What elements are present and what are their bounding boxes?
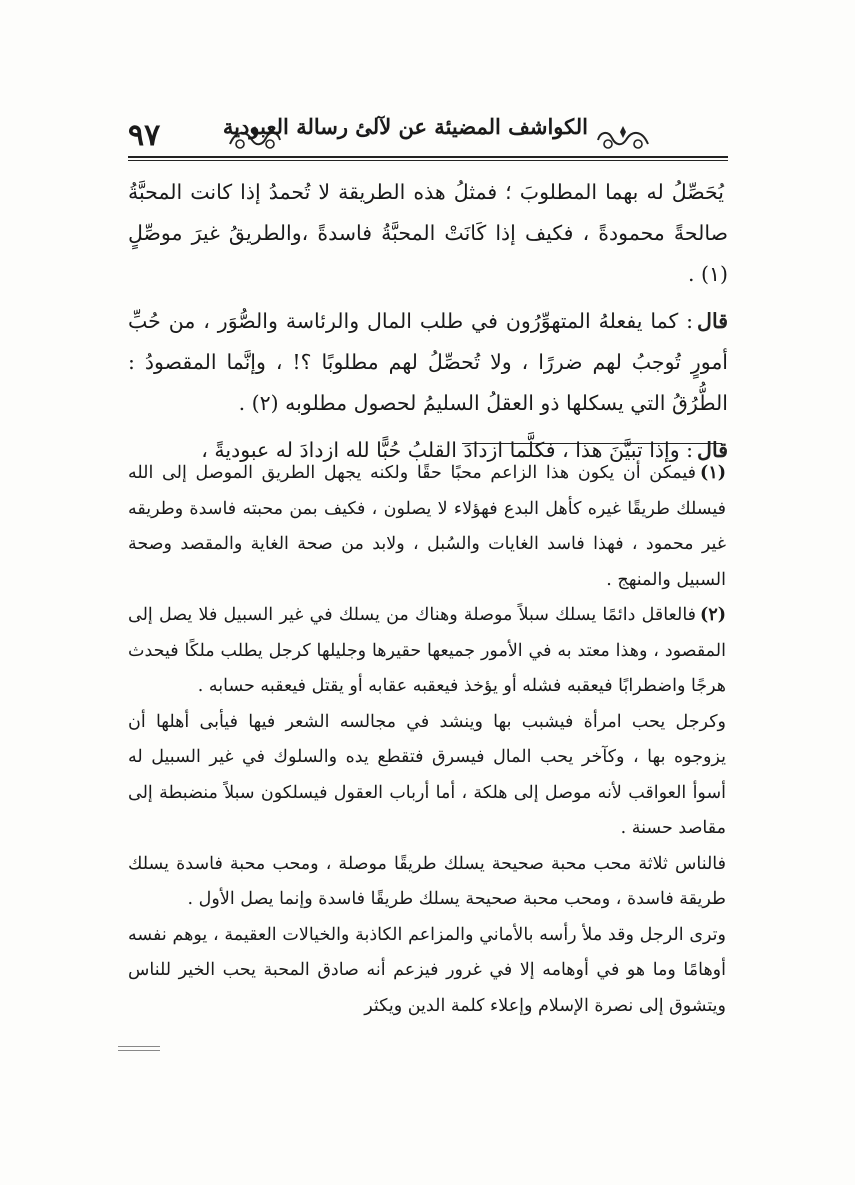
- right-ornament-icon: [594, 122, 652, 152]
- footnote-continuation: وترى الرجل وقد ملأ رأسه بالأماني والمزاعم الكاذبة والخيالات العقيمة ، يوهم نفسه أوهامًا وما هو في أوهامه إلا في غرور فيزعم أنه صادق المحبة يحب الخير للناس ويتشوق إلى نصرة الإسلام وإعلاء كلمة الدين ويكثر: [128, 924, 726, 1016]
- footnote-text: فيمكن أن يكون هذا الزاعم محبًا حقًا ولكنه يجهل الطريق الموصل إلى الله فيسلك طريقًا غيره كأهل البدع فهؤلاء لا يصلون ، فكيف بمن محبته فاسدة وطريقه غير محمود ، فهذا فاسد الغايات والسُبل ، ولابد من صحة الغاية والمقصد وصحة السبيل والمنهج .: [128, 463, 726, 590]
- footnote-separator: [462, 443, 722, 444]
- footnote-text: فالعاقل دائمًا يسلك سبلاً موصلة وهناك من يسلك في غير السبيل فلا يصل إلى المقصود ، وهذا معتد به في الأمور جميعها حقيرها وجليلها كرجل يطلب ملكًا فيحدث هرجًا واضطرابًا فيعقبه فشله أو يؤخذ فيعقبه عقابه أو يقتل فيعقبه حسابه .: [128, 605, 726, 696]
- paragraph-text: يُحَصِّلُ له بهما المطلوبَ ؛ فمثلُ هذه الطريقة لا تُحمدُ إذا كانت المحبَّةُ صالحةً محمودةً ، فكيف إذا كَانَتْ المحبَّةُ فاسدةً ،والطريقُ غيرَ موصِّلٍ (١) .: [128, 180, 728, 286]
- paragraph-label: قال: [697, 309, 728, 333]
- header-rule: [128, 156, 728, 161]
- book-title: الكواشف المضيئة عن لآلئ رسالة العبودية: [222, 114, 588, 139]
- paragraph-label: قال: [697, 438, 728, 462]
- page-header: [128, 104, 728, 162]
- footnote-continuation: فالناس ثلاثة محب محبة صحيحة يسلك طريقًا موصلة ، ومحب محبة فاسدة يسلك طريقة فاسدة ، ومحب محبة صحيحة يسلك طريقًا فاسدة وإنما يصل الأول .: [128, 853, 726, 909]
- main-text: [128, 172, 728, 477]
- body-paragraph: [128, 172, 728, 295]
- footnote-continuation: وكرجل يحب امرأة فيشبب بها وينشد في مجالسه الشعر فيها فيأبى أهلها أن يزوجوه بها ، وكآخر يحب المال فيسرق فتقطع يده والسلوك في غير السبيل له أسوأ العواقب لأنه موصل إلى هلكة ، أما أرباب العقول فيسلكون سبلاً منضبطة إلى مقاصد حسنة .: [128, 711, 726, 838]
- paragraph-text: : كما يفعلهُ المتهوِّرُون في طلب المال والرئاسة والصُّوَر ، من حُبِّ أمورٍ تُوجبُ لهم ضررًا ، ولا تُحصِّلُ لهم مطلوبًا ؟! ، وإنَّما المقصودُ : الطُّرُقُ التي يسكلها ذو العقلُ السليمُ لحصول مطلوبه (٢) .: [128, 309, 728, 415]
- footnotes: [128, 456, 726, 1024]
- footnote: [128, 598, 726, 705]
- paragraph-text: : وإذا تبيَّنَ هذا ، فكلَّما ازدادَ القلبُ حُبًّا لله ازدادَ له عبوديةً ،: [201, 438, 694, 462]
- body-paragraph: [128, 301, 728, 424]
- footnote: [128, 456, 726, 598]
- margin-mark: [118, 1046, 160, 1054]
- footnote-number: (٢): [700, 605, 726, 625]
- footnote-number: (١): [700, 463, 726, 483]
- page-number: ٩٧: [128, 118, 161, 153]
